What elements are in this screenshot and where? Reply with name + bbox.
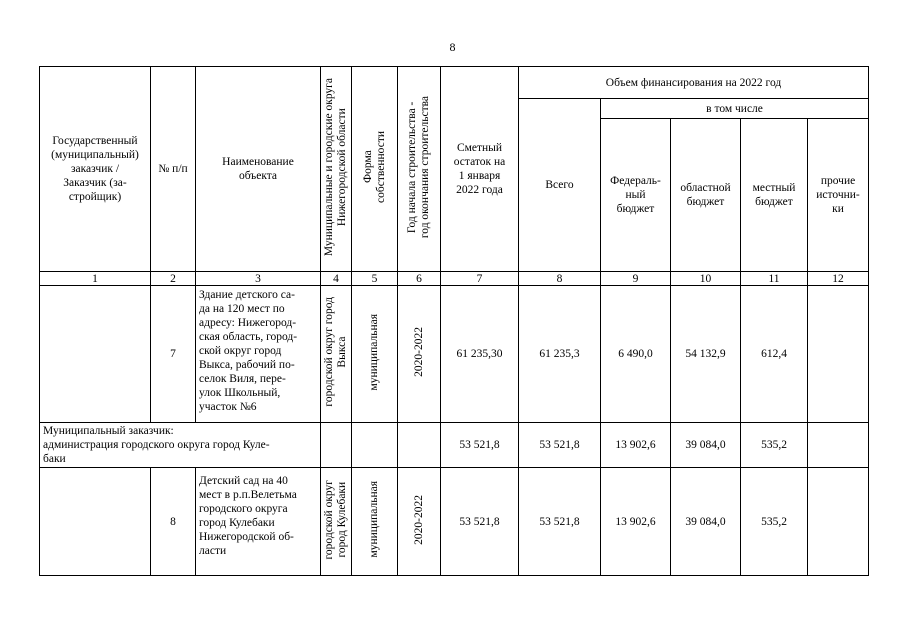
other bbox=[808, 286, 869, 423]
column-number: 6 bbox=[398, 272, 441, 286]
column-number: 8 bbox=[519, 272, 601, 286]
empty-cell bbox=[321, 423, 352, 468]
empty-cell bbox=[352, 423, 398, 468]
header-including: в том числе bbox=[601, 99, 869, 119]
object-name: Детский сад на 40 мест в р.п.Велетьма городского округа город Кулебаки Нижегородской об- ласти bbox=[196, 468, 321, 576]
header-municipality-cell bbox=[321, 67, 352, 272]
federal: 13 902,6 bbox=[601, 468, 671, 576]
header-municipality: Муниципальные и городские округа Нижегородской области bbox=[323, 77, 348, 257]
customer-label: Муниципальный заказчик: администрация городского округа город Куле- баки bbox=[40, 423, 321, 468]
regional: 54 132,9 bbox=[671, 286, 741, 423]
customer-cell-empty bbox=[40, 468, 151, 576]
column-number: 3 bbox=[196, 272, 321, 286]
ownership-cell bbox=[352, 286, 398, 423]
column-number: 7 bbox=[441, 272, 519, 286]
column-number: 2 bbox=[151, 272, 196, 286]
local: 612,4 bbox=[741, 286, 808, 423]
header-years-cell bbox=[398, 67, 441, 272]
local: 535,2 bbox=[741, 468, 808, 576]
federal: 6 490,0 bbox=[601, 286, 671, 423]
municipality: городской округ город Выкса bbox=[323, 297, 348, 407]
header-funding-volume: Объем финансирования на 2022 год bbox=[519, 67, 869, 99]
page-number: 8 bbox=[449, 40, 456, 54]
total: 53 521,8 bbox=[519, 423, 601, 468]
row-num: 7 bbox=[151, 286, 196, 423]
header-customer: Государственный (муниципальный) заказчик / Заказчик (за- стройщик) bbox=[40, 67, 151, 272]
header-total: Всего bbox=[519, 99, 601, 272]
table-row bbox=[40, 468, 869, 576]
federal: 13 902,6 bbox=[601, 423, 671, 468]
row-num: 8 bbox=[151, 468, 196, 576]
column-number: 1 bbox=[40, 272, 151, 286]
ownership: муниципальная bbox=[368, 313, 380, 391]
column-number: 12 bbox=[808, 272, 869, 286]
municipality-cell bbox=[321, 286, 352, 423]
column-number: 4 bbox=[321, 272, 352, 286]
header-balance: Сметный остаток на 1 января 2022 года bbox=[441, 67, 519, 272]
regional: 39 084,0 bbox=[671, 468, 741, 576]
header-num: № п/п bbox=[151, 67, 196, 272]
customer-row bbox=[40, 423, 869, 468]
total: 53 521,8 bbox=[519, 468, 601, 576]
total: 61 235,3 bbox=[519, 286, 601, 423]
header-object-name: Наименование объекта bbox=[196, 67, 321, 272]
years-cell bbox=[398, 286, 441, 423]
years: 2020-2022 bbox=[412, 327, 425, 377]
header-years: Год начала строительства - год окончания строительства bbox=[406, 95, 431, 239]
table-row bbox=[40, 286, 869, 423]
header-regional: областной бюджет bbox=[671, 119, 741, 272]
other bbox=[808, 468, 869, 576]
financing-table bbox=[39, 66, 869, 576]
header-ownership-cell bbox=[352, 67, 398, 272]
column-number-row bbox=[40, 272, 869, 286]
column-number: 9 bbox=[601, 272, 671, 286]
column-number: 5 bbox=[352, 272, 398, 286]
empty-cell bbox=[398, 423, 441, 468]
balance: 61 235,30 bbox=[441, 286, 519, 423]
other bbox=[808, 423, 869, 468]
column-number: 10 bbox=[671, 272, 741, 286]
column-number: 11 bbox=[741, 272, 808, 286]
ownership: муниципальная bbox=[368, 481, 380, 558]
years: 2020-2022 bbox=[412, 494, 425, 545]
regional: 39 084,0 bbox=[671, 423, 741, 468]
header-federal: Федераль- ный бюджет bbox=[601, 119, 671, 272]
years-cell bbox=[398, 468, 441, 576]
header-ownership: Форма собственности bbox=[361, 131, 387, 203]
customer-cell-empty bbox=[40, 286, 151, 423]
header-local: местный бюджет bbox=[741, 119, 808, 272]
local: 535,2 bbox=[741, 423, 808, 468]
balance: 53 521,8 bbox=[441, 423, 519, 468]
ownership-cell bbox=[352, 468, 398, 576]
municipality: городской округ город Кулебаки bbox=[323, 479, 348, 560]
municipality-cell bbox=[321, 468, 352, 576]
object-name: Здание детского са- да на 120 мест по адресу: Нижегород- ская область, город- ской округ город Выкса, рабочий по- селок Виля, пере- улок Школьный, участок №6 bbox=[196, 286, 321, 423]
balance: 53 521,8 bbox=[441, 468, 519, 576]
header-other: прочие источни- ки bbox=[808, 119, 869, 272]
